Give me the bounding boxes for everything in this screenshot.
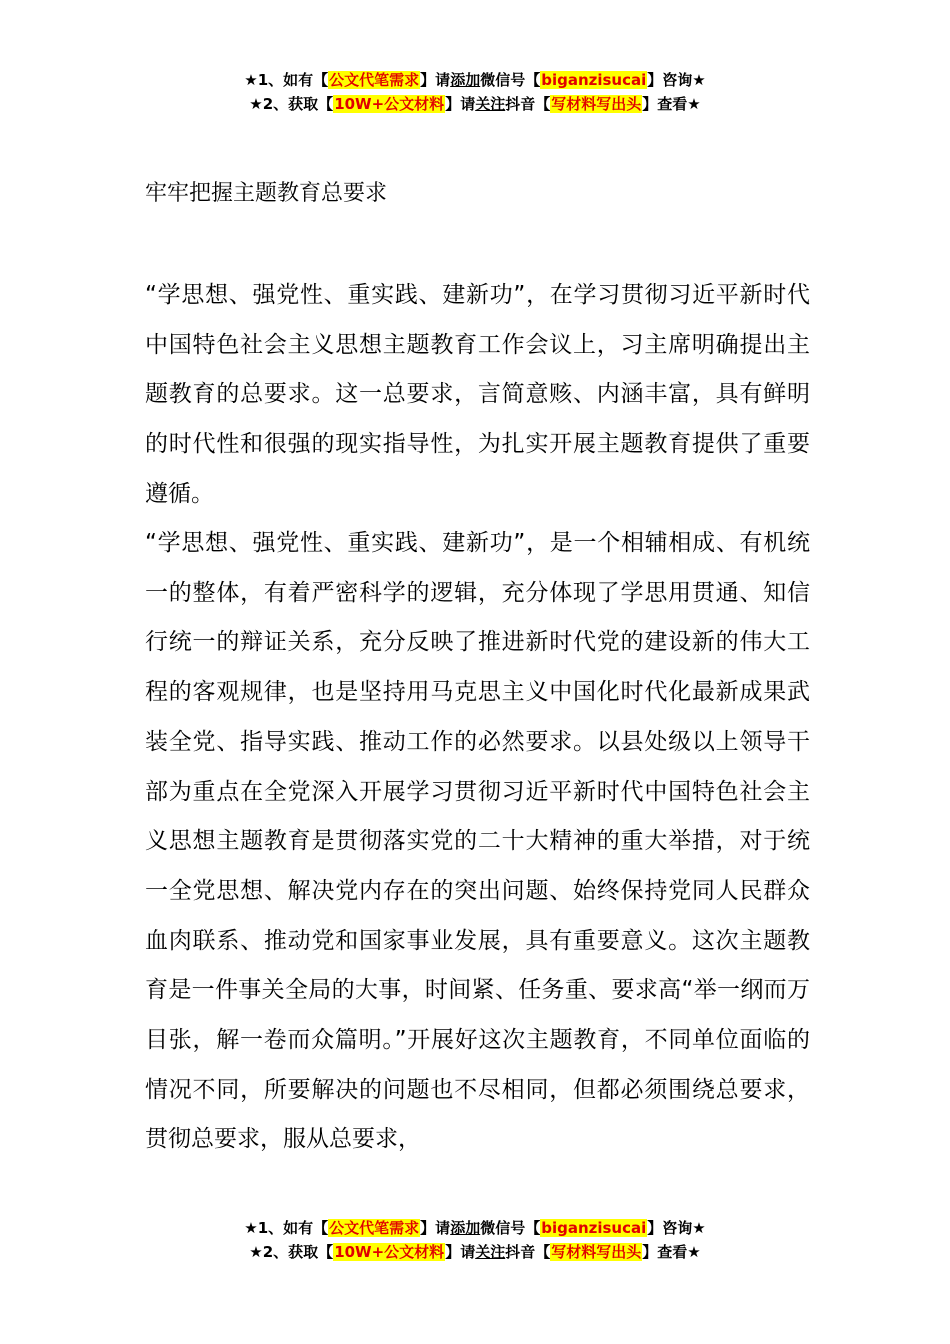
document-title: 牢牢把握主题教育总要求 bbox=[145, 181, 388, 206]
highlight-materials: 10W+公文材料 bbox=[334, 1243, 445, 1261]
highlight-wechat-id: biganzisucai bbox=[541, 71, 647, 89]
banner-line-2 bbox=[0, 92, 950, 116]
banner-text: 】请 bbox=[420, 1219, 451, 1237]
banner-emphasis: 关注 bbox=[475, 95, 506, 113]
banner-line-2 bbox=[0, 1240, 950, 1264]
banner-emphasis: 关注 bbox=[475, 1243, 506, 1261]
banner-text: ★2、获取【 bbox=[249, 1243, 334, 1261]
highlight-wechat-id: biganzisucai bbox=[541, 1219, 647, 1237]
banner-text: 】请 bbox=[445, 1243, 476, 1261]
body-paragraph-1: “学思想、强党性、重实践、建新功”，在学习贯彻习近平新时代中国特色社会主义思想主题教育工作会议上，习主席明确提出主题教育的总要求。这一总要求，言简意赅、内涵丰富，具有鲜明的时代性和很强的现实指导性，为扎实开展主题教育提供了重要遵循。 bbox=[145, 282, 810, 507]
banner-text: 】请 bbox=[420, 71, 451, 89]
body-paragraph-2: “学思想、强党性、重实践、建新功”，是一个相辅相成、有机统一的整体，有着严密科学的逻辑，充分体现了学思用贯通、知信行统一的辩证关系，充分反映了推进新时代党的建设新的伟大工程的客观规律，也是坚持用马克思主义中国化时代化最新成果武装全党、指导实践、推动工作的必然要求。以县处级以上领导干部为重点在全党深入开展学习贯彻习近平新时代中国特色社会主义思想主题教育是贯彻落实党的二十大精神的重大举措，对于统一全党思想、解决党内存在的突出问题、始终保持党同人民群众血肉联系、推动党和国家事业发展，具有重要意义。这次主题教育是一件事关全局的大事，时间紧、任务重、要求高“举一纲而万目张，解一卷而众篇明。”开展好这次主题教育，不同单位面临的情况不同，所要解决的问题也不尽相同，但都必须围绕总要求，贯彻总要求，服从总要求， bbox=[145, 530, 810, 1153]
highlight-douyin-account: 写材料写出头 bbox=[551, 95, 642, 113]
footer-banner bbox=[0, 1216, 950, 1264]
banner-text: ★2、获取【 bbox=[249, 95, 334, 113]
header-banner bbox=[0, 68, 950, 116]
banner-line-1 bbox=[0, 1216, 950, 1240]
banner-text: 抖音【 bbox=[505, 95, 551, 113]
banner-text: 】咨询★ bbox=[647, 1219, 706, 1237]
highlight-materials: 10W+公文材料 bbox=[334, 95, 445, 113]
banner-line-1 bbox=[0, 68, 950, 92]
banner-text: ★1、如有【 bbox=[244, 1219, 329, 1237]
banner-text: 】请 bbox=[445, 95, 476, 113]
banner-text: 微信号【 bbox=[480, 1219, 541, 1237]
highlight-service: 公文代笔需求 bbox=[329, 71, 420, 89]
banner-text: ★1、如有【 bbox=[244, 71, 329, 89]
banner-emphasis: 添加 bbox=[450, 1219, 481, 1237]
highlight-douyin-account: 写材料写出头 bbox=[551, 1243, 642, 1261]
banner-text: 】查看★ bbox=[642, 95, 701, 113]
banner-text: 】查看★ bbox=[642, 1243, 701, 1261]
banner-text: 】咨询★ bbox=[647, 71, 706, 89]
banner-text: 微信号【 bbox=[480, 71, 541, 89]
highlight-service: 公文代笔需求 bbox=[329, 1219, 420, 1237]
banner-emphasis: 添加 bbox=[450, 71, 481, 89]
banner-text: 抖音【 bbox=[505, 1243, 551, 1261]
